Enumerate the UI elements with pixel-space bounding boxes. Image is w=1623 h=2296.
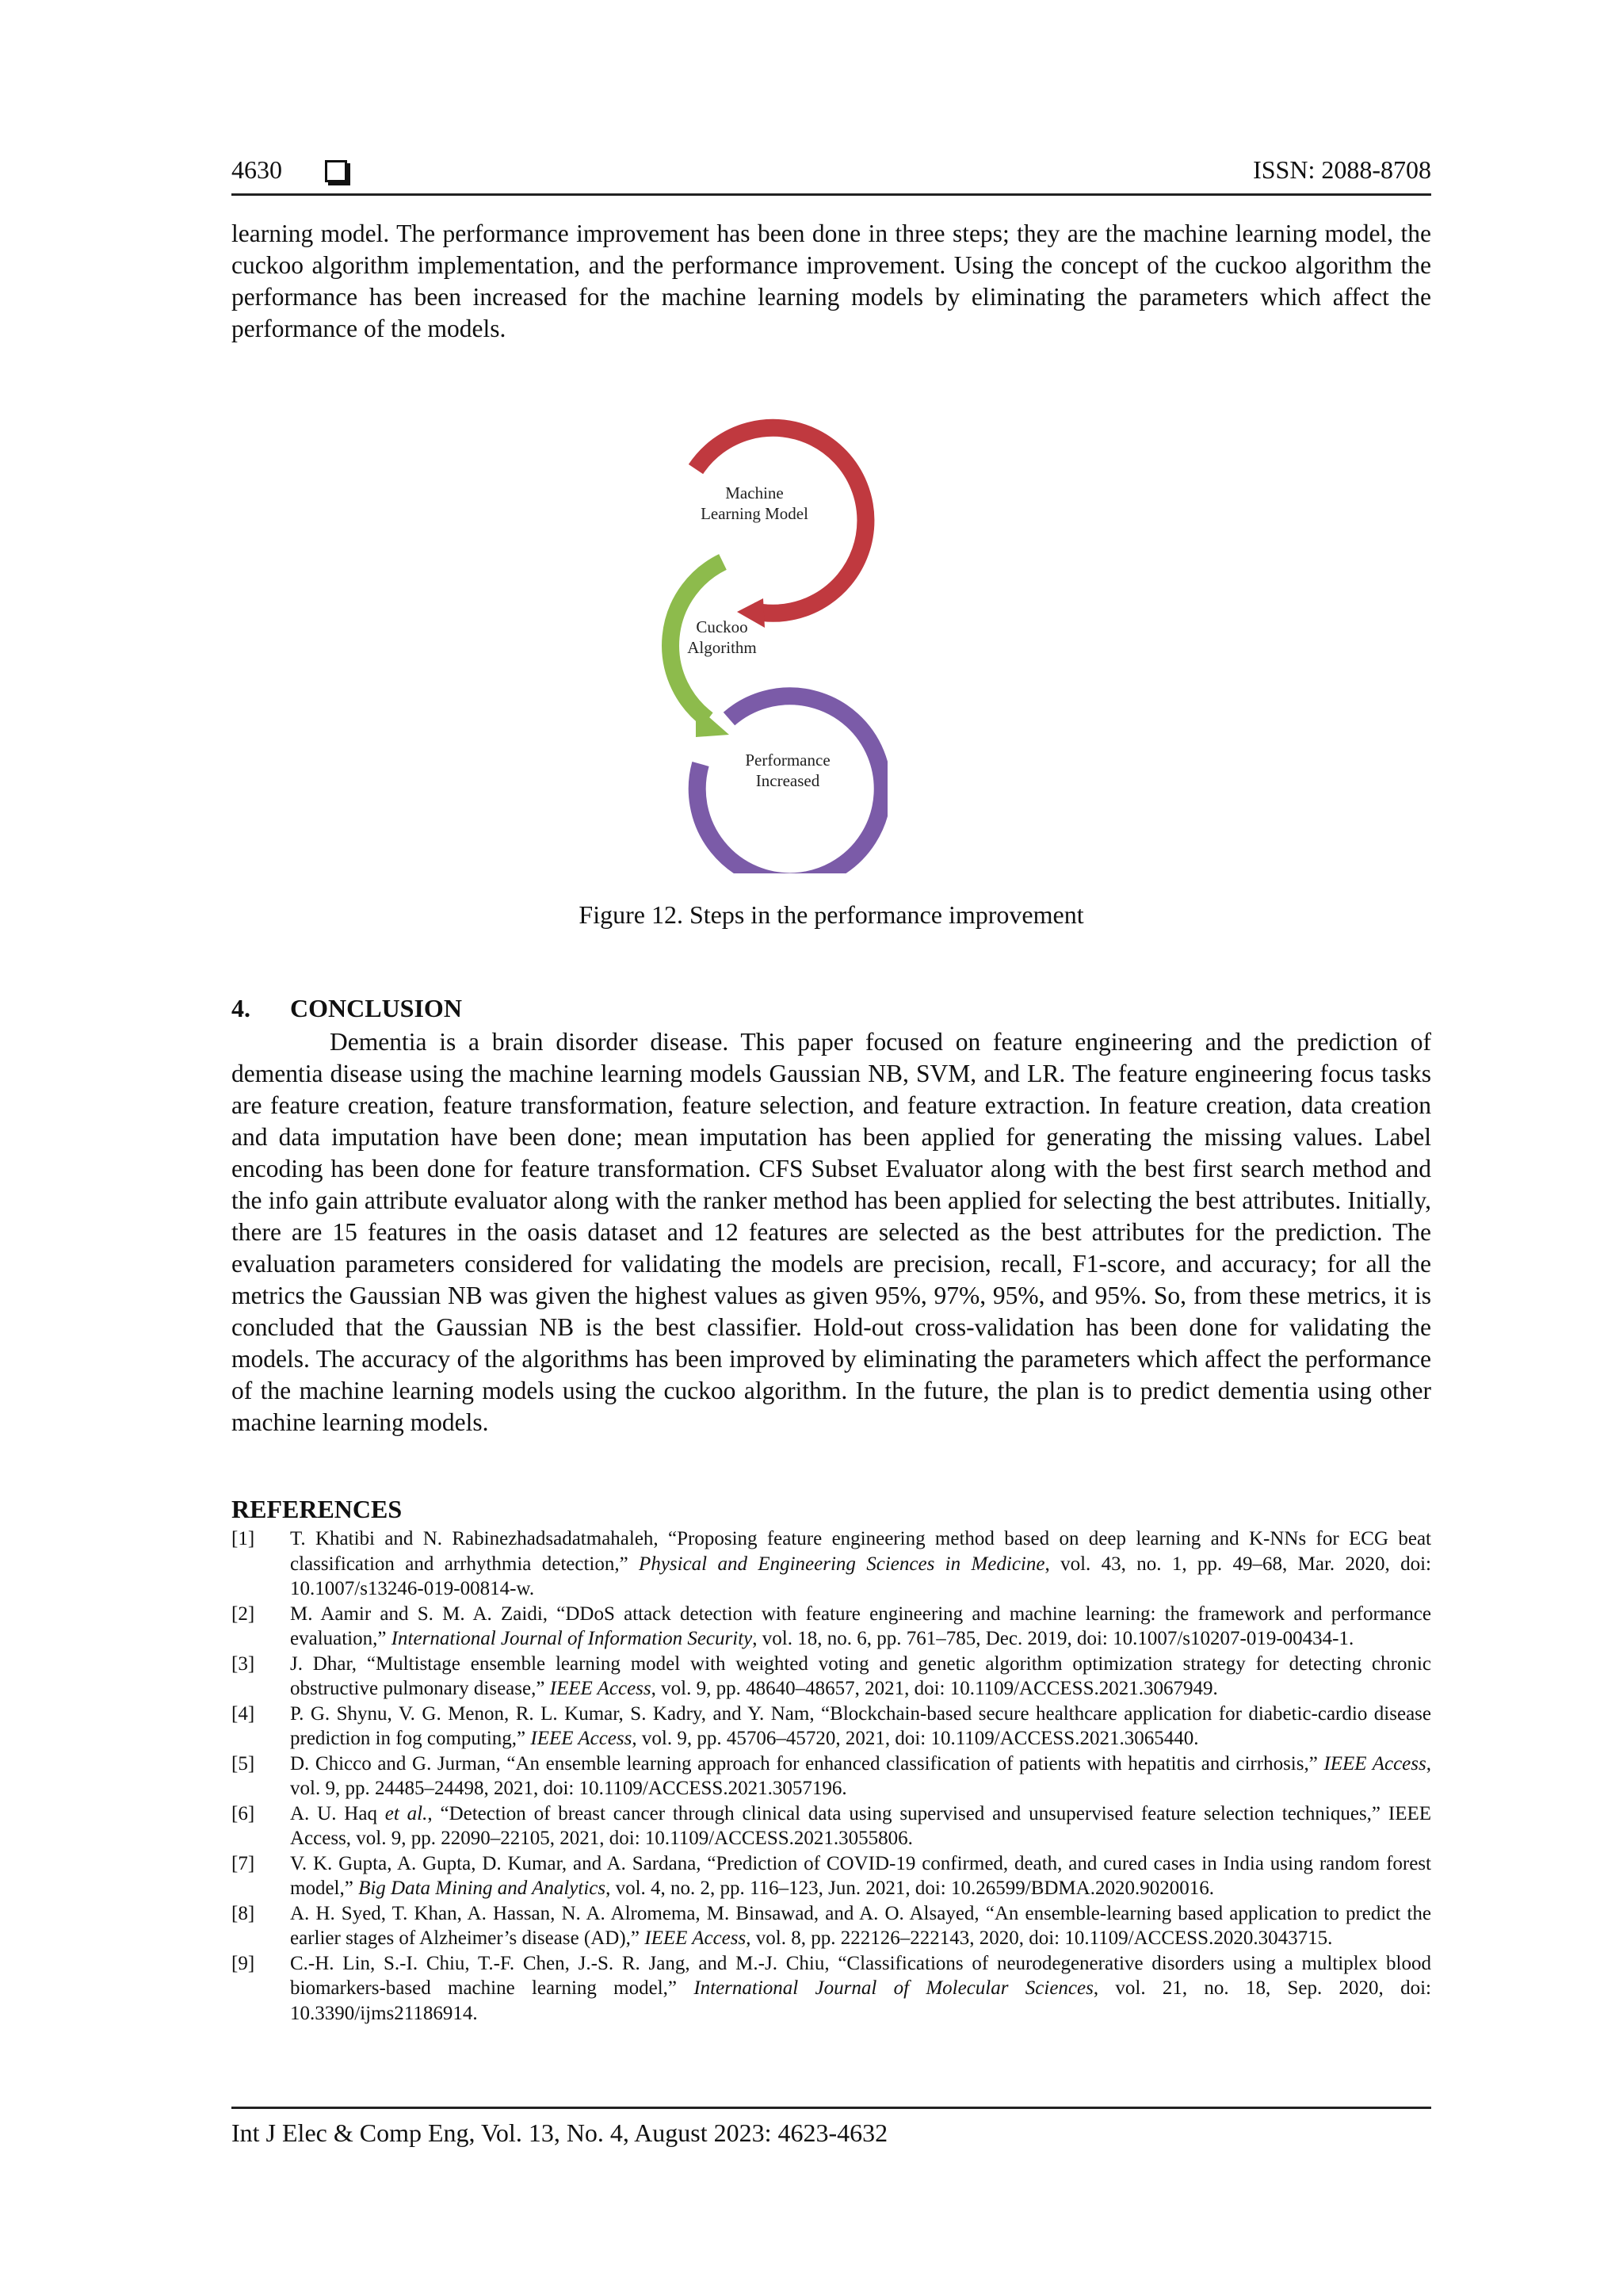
figure-caption: Figure 12. Steps in the performance improvement (579, 900, 1084, 929)
reference-item (231, 1602, 1431, 1652)
step2-label-line1: Cuckoo (696, 617, 748, 636)
figure-performance-steps (618, 406, 888, 873)
reference-text: A. U. Haq et al., “Detection of breast cancer through clinical data using supervised and unsupervised feature selection techniques,” IEEE Access, vol. 9, pp. 22090–22105, 2021, doi: 10.1109/ACCESS.2021.3055806. (290, 1802, 1432, 1849)
step2-arrowhead (696, 705, 729, 737)
reference-text: A. H. Syed, T. Khan, A. Hassan, N. A. Alromema, M. Binsawad, and A. O. Alsayed, “An ensemble-learning based application to predict the earlier stages of Alzheimer’s disease (AD),” IEEE Access, vol. 8, pp. 222126–222143, 2020, doi: 10.1109/ACCESS.2020.3043715. (290, 1902, 1431, 1949)
reference-text: M. Aamir and S. M. A. Zaidi, “DDoS attack detection with feature engineering and machine learning: the framework and performance evaluation,” International Journal of Information Security, vol. 18, no. 6, pp. 761–785, Dec. 2019, doi: 10.1007/s10207-019-00434-1. (290, 1603, 1431, 1649)
step3-label-line1: Performance (745, 751, 831, 770)
reference-item (231, 1951, 1431, 2027)
reference-number: [5] (231, 1752, 255, 1775)
page-footer: Int J Elec & Comp Eng, Vol. 13, No. 4, August 2023: 4623-4632 (231, 2107, 1431, 2148)
reference-list (231, 1526, 1431, 2026)
reference-number: [8] (231, 1902, 255, 1924)
reference-number: [4] (231, 1702, 255, 1725)
reference-number: [7] (231, 1852, 255, 1874)
issn-label: ISSN: 2088-8708 (1253, 155, 1431, 184)
references-heading: REFERENCES (231, 1495, 403, 1523)
step1-label-line2: Learning Model (701, 504, 808, 523)
reference-item (231, 1702, 1431, 1752)
section-heading (231, 994, 462, 1023)
reference-item (231, 1752, 1431, 1801)
cycle-diagram (618, 406, 888, 873)
reference-text: C.-H. Lin, S.-I. Chiu, T.-F. Chen, J.-S. R. Jang, and M.-J. Chiu, “Classifications of neurodegenerative disorders using a multiplex blood biomarkers-based machine learning model,” International Journal of Molecular Sciences, vol. 21, no. 18, Sep. 2020, doi: 10.3390/ijms21186914. (290, 1952, 1431, 2024)
reference-number: [2] (231, 1603, 255, 1625)
reference-text: P. G. Shynu, V. G. Menon, R. L. Kumar, S. Kadry, and Y. Nam, “Blockchain-based secure healthcare application for diabetic-cardio disease prediction in fog computing,” IEEE Access, vol. 9, pp. 45706–45720, 2021, doi: 10.1109/ACCESS.2021.3065440. (290, 1702, 1431, 1749)
reference-item (231, 1652, 1431, 1702)
reference-number: [1] (231, 1528, 255, 1549)
page-header (231, 152, 1431, 196)
page-number: 4630 (231, 155, 282, 184)
reference-number: [9] (231, 1952, 255, 1974)
step2-label-line2: Algorithm (687, 638, 757, 657)
box-glyph-icon (325, 160, 347, 182)
intro-paragraph: learning model. The performance improvement has been done in three steps; they are the machine learning model, the cuckoo algorithm implementation, and the performance improvement. Using the concept of the cuckoo algorithm the performance has been increased for the machine learning models by eliminating the parameters which affect the performance of the models. (231, 220, 1431, 342)
reference-number: [3] (231, 1652, 255, 1675)
reference-text: D. Chicco and G. Jurman, “An ensemble learning approach for enhanced classification of patients with hepatitis and cirrhosis,” IEEE Access, vol. 9, pp. 24485–24498, 2021, doi: 10.1109/ACCESS.2021.3057196. (290, 1752, 1431, 1799)
reference-item (231, 1526, 1431, 1602)
step3-label-line2: Increased (755, 771, 820, 790)
reference-item (231, 1801, 1431, 1851)
reference-item (231, 1851, 1431, 1901)
section-title: CONCLUSION (290, 994, 462, 1022)
reference-item (231, 1901, 1431, 1951)
reference-text: V. K. Gupta, A. Gupta, D. Kumar, and A. Sardana, “Prediction of COVID-19 confirmed, death, and cured cases in India using random forest model,” Big Data Mining and Analytics, vol. 4, no. 2, pp. 116–123, Jun. 2021, doi: 10.26599/BDMA.2020.9020016. (290, 1852, 1431, 1899)
conclusion-paragraph: Dementia is a brain disorder disease. This paper focused on feature engineering and the prediction of dementia disease using the machine learning models Gaussian NB, SVM, and LR. The feature engineering focus tasks are feature creation, feature transformation, feature selection, and feature extraction. In feature creation, data creation and data imputation have been done; mean imputation has been applied for generating the missing values. Label encoding has been done for feature transformation. CFS Subset Evaluator along with the best first search method and the info gain attribute evaluator along with the ranker method has been applied for selecting the best attributes. Initially, there are 15 features in the oasis dataset and 12 features are selected as the best attributes for the prediction. The evaluation parameters considered for validating the models are precision, recall, F1-score, and accuracy; for all the metrics the Gaussian NB was given the highest values as given 95%, 97%, 95%, and 95%. So, from these metrics, it is concluded that the Gaussian NB is the best classifier. Hold-out cross-validation has been done for validating the models. The accuracy of the algorithms has been improved by eliminating the parameters which affect the performance of the machine learning models using the cuckoo algorithm. In the future, the plan is to predict dementia using other machine learning models. (231, 1028, 1431, 1436)
reference-text: J. Dhar, “Multistage ensemble learning model with weighted voting and genetic algorithm optimization strategy for detecting chronic obstructive pulmonary disease,” IEEE Access, vol. 9, pp. 48640–48657, 2021, doi: 10.1109/ACCESS.2021.3067949. (290, 1652, 1431, 1699)
step1-label-line1: Machine (725, 483, 784, 502)
section-number: 4. (231, 994, 250, 1022)
reference-number: [6] (231, 1802, 255, 1824)
reference-text: T. Khatibi and N. Rabinezhadsadatmahaleh, “Proposing feature engineering method based on deep learning and K-NNs for ECG beat classification and arrhythmia detection,” Physical and Engineering Sciences in Medicine, vol. 43, no. 1, pp. 49–68, Mar. 2020, doi: 10.1007/s13246-019-00814-w. (290, 1528, 1431, 1599)
